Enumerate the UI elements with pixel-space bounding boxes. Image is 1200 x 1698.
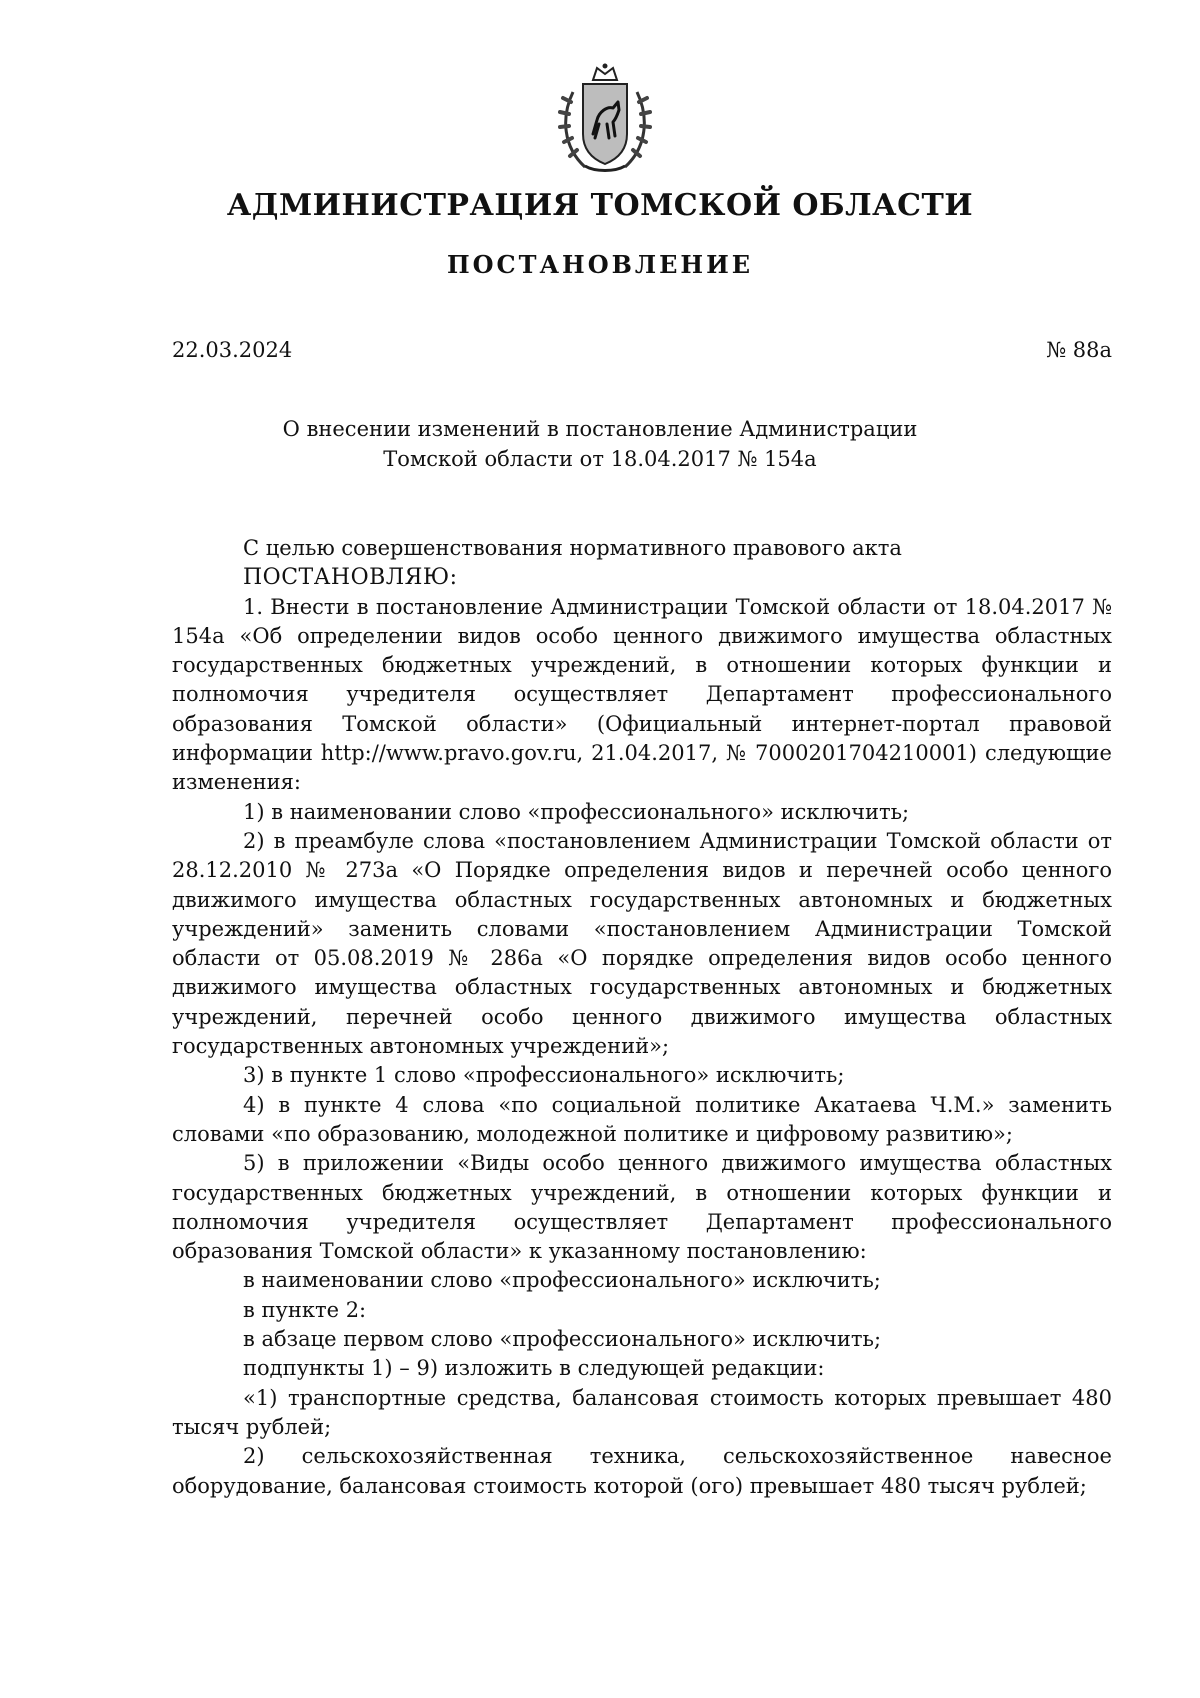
paragraph-1-4: 4) в пункте 4 слова «по социальной политике Акатаева Ч.М.» заменить словами «по образованию, молодежной политике и цифровому развитию»; [172,1092,1112,1146]
coat-of-arms-icon [555,62,655,177]
document-subject [200,414,1000,474]
subject-line-2: Томской области от 18.04.2017 № 154а [383,447,817,471]
paragraph-first-abzac: в абзаце первом слово «профессионального» исключить; [243,1327,882,1352]
decree-word: ПОСТАНОВЛЯЮ: [243,565,458,591]
paragraph-1-2: 2) в преамбуле слова «постановлением Администрации Томской области от 28.12.2010 № 273а «О Порядке определения видов и перечней особо ценного движимого имущества областных государственных автономных и бюджетных учреждений» заменить словами «постановлением Администрации Томской области от 05.08.2019 № 286а «О порядке определения видов особо ценного движимого имущества областных государственных автономных и бюджетных учреждений, перечней особо ценного движимого имущества областных государственных автономных учреждений»; [172,828,1112,1059]
paragraph-1-1: 1) в наименовании слово «профессионального» исключить; [243,799,910,824]
purpose-paragraph: С целью совершенствования нормативного правового акта [243,536,902,560]
subject-line-1: О внесении изменений в постановление Администрации [282,417,918,441]
paragraph-1-3: 3) в пункте 1 слово «профессионального» исключить; [243,1063,845,1088]
document-type: ПОСТАНОВЛЕНИЕ [446,250,754,279]
document-number: № 88а [1046,338,1112,362]
organization-title: АДМИНИСТРАЦИЯ ТОМСКОЙ ОБЛАСТИ [226,188,974,223]
paragraph-1-5: 5) в приложении «Виды особо ценного движимого имущества областных государственных бюджетных учреждений, в отношении которых функции и полномочия учредителя осуществляет Департамент профессионального образования Томской области» к указанному постановлению: [172,1151,1112,1264]
paragraph-point-2: в пункте 2: [243,1297,367,1322]
paragraph-name-change: в наименовании слово «профессионального» исключить; [243,1268,881,1293]
subpoint-1: «1) транспортные средства, балансовая стоимость которых превышает 480 тысяч рублей; [172,1385,1112,1439]
paragraph-1: 1. Внести в постановление Администрации Томской области от 18.04.2017 № 154а «Об определении видов особо ценного движимого имущества областных государственных бюджетных учреждений, в отношении которых функции и полномочия учредителя осуществляет Департамент профессионального образования Томской области» (Официальный интернет-портал правовой информации http://www.pravo.gov.ru, 21.04.2017, № 7000201704210001) следующие изменения: [172,594,1112,795]
subpoint-2: 2) сельскохозяйственная техника, сельскохозяйственное навесное оборудование, балансовая стоимость которой (ого) превышает 480 тысяч рублей; [172,1444,1112,1498]
document-body [172,534,1112,1501]
document-date: 22.03.2024 [172,338,293,362]
paragraph-subpoints: подпункты 1) – 9) изложить в следующей редакции: [243,1356,825,1381]
